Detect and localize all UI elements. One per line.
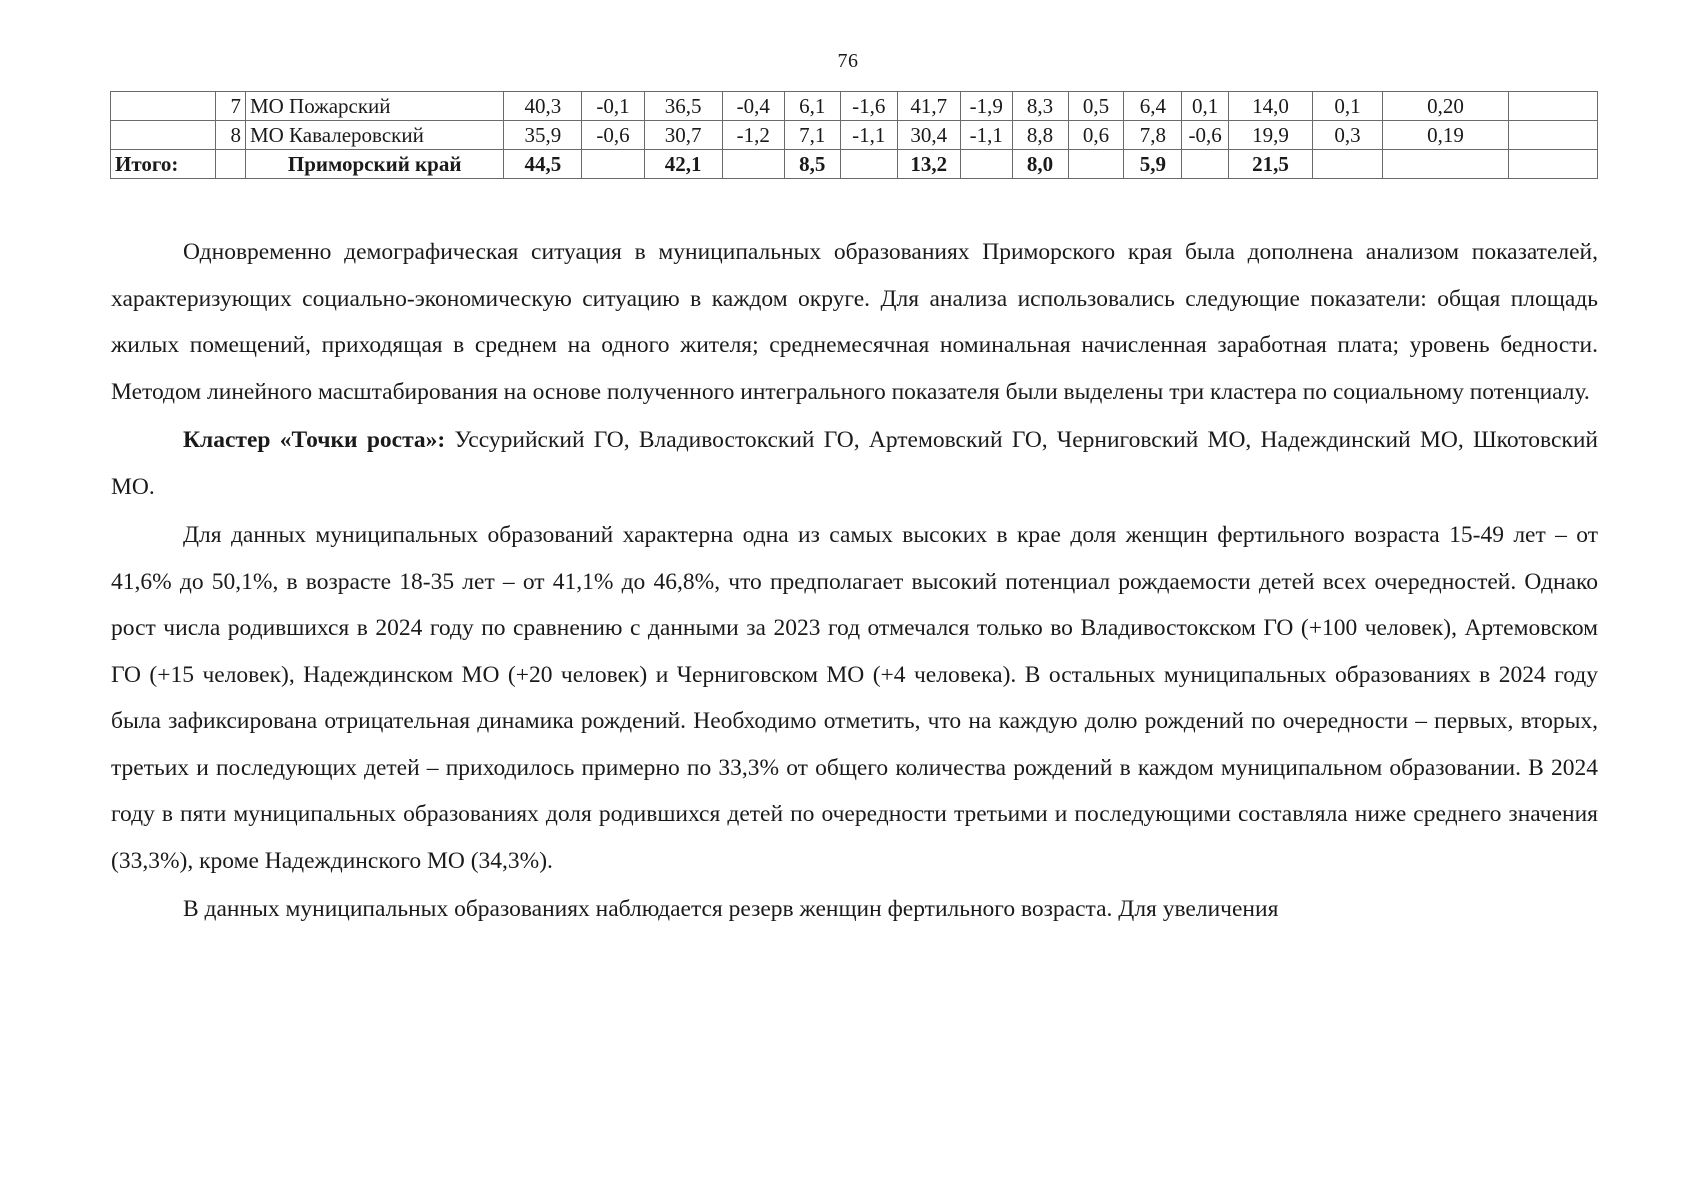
- total-value-cell: 13,2: [897, 150, 960, 179]
- cluster-members: Уссурийский ГО, Владивостокский ГО, Артемовский ГО, Черниговский МО, Надеждинский МО, Шкотовский МО.: [111, 427, 1598, 500]
- table-row: [111, 92, 1598, 121]
- value-cell: 30,7: [644, 121, 722, 150]
- row-label-cell: [111, 92, 216, 121]
- total-value-cell: 8,5: [784, 150, 840, 179]
- total-value-cell: [1182, 150, 1228, 179]
- value-cell: 0,5: [1068, 92, 1124, 121]
- value-cell: 7,8: [1124, 121, 1182, 150]
- total-value-cell: 44,5: [504, 150, 582, 179]
- value-cell: 0,6: [1068, 121, 1124, 150]
- total-spacer-cell: [216, 150, 246, 179]
- value-cell: 8,3: [1012, 92, 1068, 121]
- municipality-name-cell: МО Пожарский: [245, 92, 503, 121]
- total-name-cell: Приморский край: [245, 150, 503, 179]
- value-cell: 0,3: [1313, 121, 1383, 150]
- row-number-cell: 7: [216, 92, 246, 121]
- total-value-cell: [1313, 150, 1383, 179]
- paragraph-reserve: В данных муниципальных образованиях наблюдается резерв женщин фертильного возраста. Для увеличения: [183, 896, 1279, 922]
- value-cell: -0,1: [582, 92, 644, 121]
- total-value-cell: [1068, 150, 1124, 179]
- total-row: [111, 150, 1598, 179]
- total-value-cell: [960, 150, 1012, 179]
- value-cell: 6,1: [784, 92, 840, 121]
- value-cell: 35,9: [504, 121, 582, 150]
- value-cell: -0,6: [582, 121, 644, 150]
- value-cell: -0,4: [722, 92, 784, 121]
- value-cell: 8,8: [1012, 121, 1068, 150]
- value-cell: -1,9: [960, 92, 1012, 121]
- paragraph-fertility-analysis: Для данных муниципальных образований характерна одна из самых высоких в крае доля женщин фертильного возраста 15-49 лет – от 41,6% до 50,1%, в возрасте 18-35 лет – от 41,1% до 46,8%, что предполагает высокий потенциал рождаемости детей всех очередностей. Однако рост числа родившихся в 2024 году по сравнению с данными за 2023 год отмечался только во Владивостокском ГО (+100 человек), Артемовском ГО (+15 человек), Надеждинском МО (+20 человек) и Черниговском МО (+4 человека). В остальных муниципальных образованиях в 2024 году была зафиксирована отрицательная динамика рождений. Необходимо отметить, что на каждую долю рождений по очередности – первых, вторых, третьих и последующих детей – приходилось примерно по 33,3% от общего количества рождений в каждом муниципальном образовании. В 2024 году в пяти муниципальных образованиях доля родившихся детей по очередности третьими и последующими составляла ниже среднего значения (33,3%), кроме Надеждинского МО (34,3%).: [111, 522, 1598, 874]
- value-cell: -0,6: [1182, 121, 1228, 150]
- value-cell: 0,20: [1382, 92, 1509, 121]
- value-cell: -1,2: [722, 121, 784, 150]
- total-value-cell: 5,9: [1124, 150, 1182, 179]
- value-cell: 7,1: [784, 121, 840, 150]
- value-cell: [1509, 92, 1598, 121]
- value-cell: 36,5: [644, 92, 722, 121]
- total-value-cell: [1509, 150, 1598, 179]
- table-row: [111, 121, 1598, 150]
- value-cell: 41,7: [897, 92, 960, 121]
- value-cell: 30,4: [897, 121, 960, 150]
- page-number: 76: [837, 50, 859, 72]
- data-table: [110, 91, 1598, 179]
- total-value-cell: 42,1: [644, 150, 722, 179]
- paragraph-social-indicators: Одновременно демографическая ситуация в муниципальных образованиях Приморского края была дополнена анализом показателей, характеризующих социально-экономическую ситуацию в каждом округе. Для анализа использовались следующие показатели: общая площадь жилых помещений, приходящая в среднем на одного жителя; среднемесячная номинальная начисленная заработная плата; уровень бедности. Методом линейного масштабирования на основе полученного интегрального показателя были выделены три кластера по социальному потенциалу.: [111, 239, 1598, 405]
- total-value-cell: [582, 150, 644, 179]
- value-cell: -1,1: [960, 121, 1012, 150]
- paragraph-cluster-growth-points: [111, 417, 1598, 510]
- value-cell: -1,6: [840, 92, 897, 121]
- row-label-cell: [111, 121, 216, 150]
- value-cell: -1,1: [840, 121, 897, 150]
- body-text: [111, 229, 1598, 933]
- value-cell: 0,1: [1313, 92, 1383, 121]
- total-value-cell: 8,0: [1012, 150, 1068, 179]
- cluster-heading: Кластер «Точки роста»:: [183, 427, 446, 453]
- total-label-cell: Итого:: [111, 150, 216, 179]
- total-value-cell: [1382, 150, 1509, 179]
- value-cell: 40,3: [504, 92, 582, 121]
- municipality-name-cell: МО Кавалеровский: [245, 121, 503, 150]
- value-cell: 0,1: [1182, 92, 1228, 121]
- row-number-cell: 8: [216, 121, 246, 150]
- total-value-cell: [840, 150, 897, 179]
- value-cell: 14,0: [1228, 92, 1312, 121]
- total-value-cell: [722, 150, 784, 179]
- value-cell: [1509, 121, 1598, 150]
- value-cell: 6,4: [1124, 92, 1182, 121]
- total-value-cell: 21,5: [1228, 150, 1312, 179]
- value-cell: 0,19: [1382, 121, 1509, 150]
- value-cell: 19,9: [1228, 121, 1312, 150]
